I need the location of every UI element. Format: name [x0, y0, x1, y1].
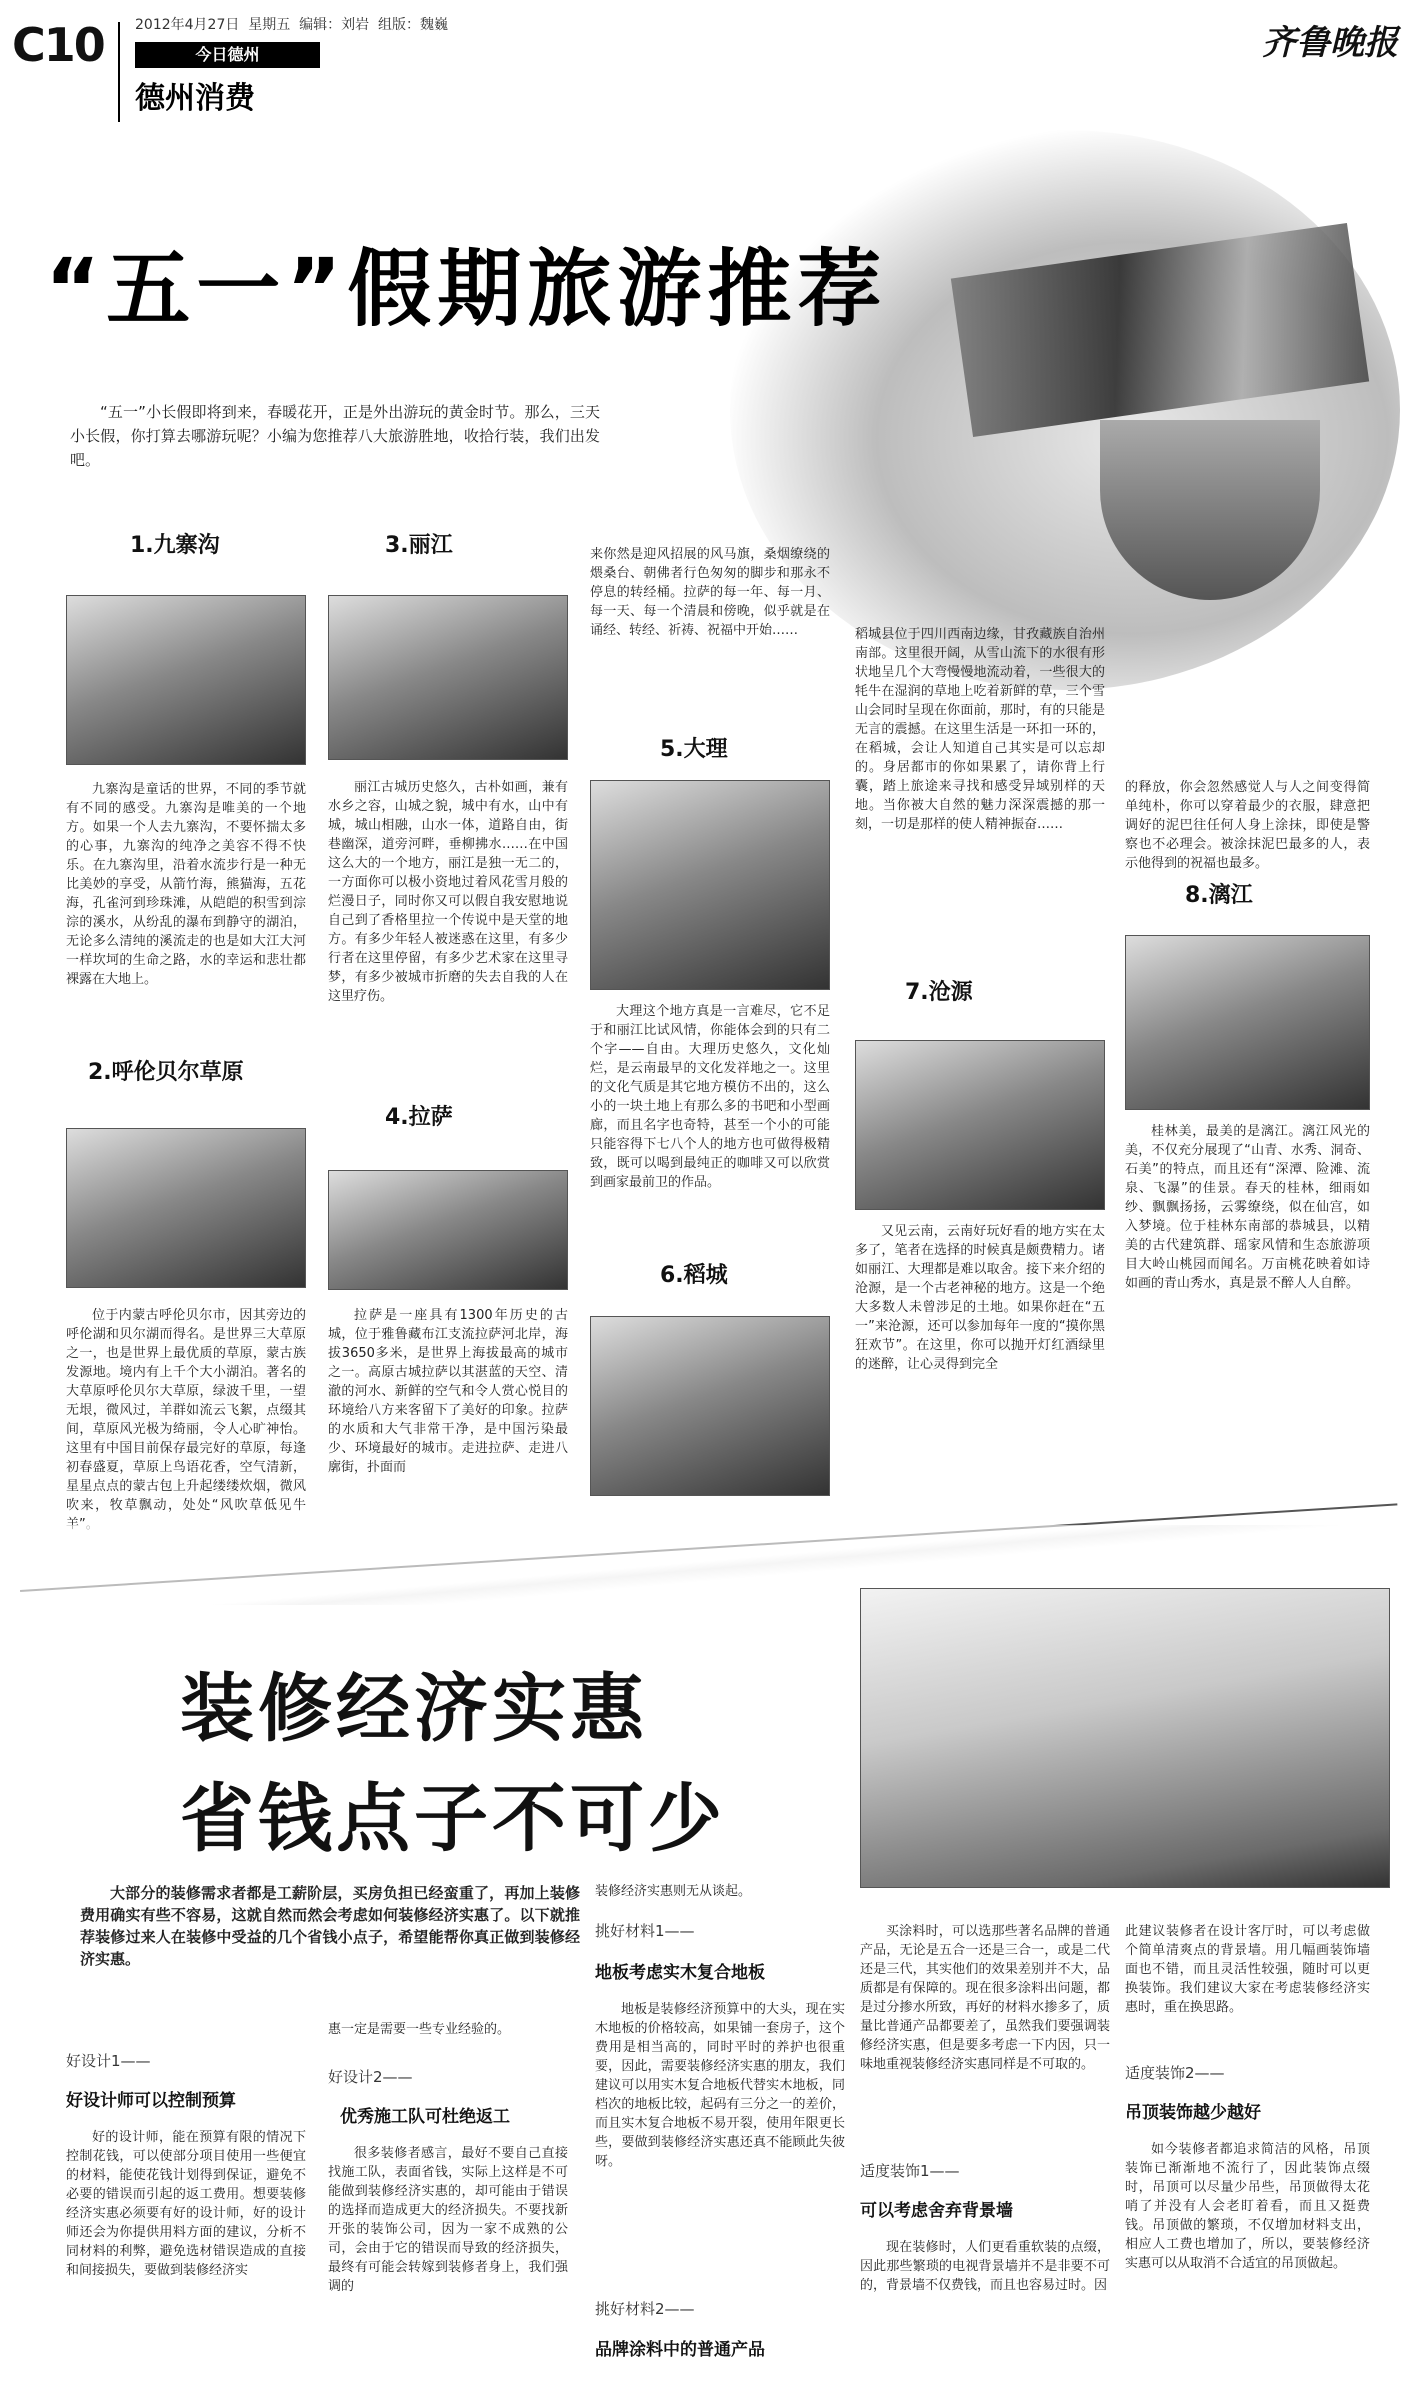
dest-3-text: 丽江古城历史悠久，古朴如画，兼有水乡之容，山城之貌，城中有水，山中有城，城山相融，山水一体，道路自由，街巷幽深，道旁河畔，垂柳拂水……在中国这么大的一个地方，丽江是独一无二的，一方面你可以极小资地过着风花雪月般的烂漫日子，同时你又可以假自我安慰地说自己到了香格里拉一个传说中是天堂的地方。有多少年轻人被迷惑在这里，有多少行者在这里停留，有多少艺术家在这里寻梦，有多少被城市折磨的失去自我的人在这里疗伤。 — [328, 780, 568, 1004]
dest-4-text: 拉萨是一座具有1300年历史的古城，位于雅鲁藏布江支流拉萨河北岸，海拔3650多米，是世界上海拔最高的城市之一。高原古城拉萨以其湛蓝的天空、清澈的河水、新鲜的空气和令人赏心悦目的环境给八方来客留下了美好的印象。拉萨的水质和大气非常干净，是中国污染最少、环境最好的城市。走进拉萨、走进八廓街，扑面而 — [328, 1308, 568, 1475]
travel-headline: “五一”假期旅游推荐 — [45, 240, 888, 338]
design-2-continued: 装修经济实惠则无从谈起。 — [595, 1884, 752, 1899]
section-tag: 今日德州 — [135, 42, 320, 68]
issue-meta: 2012年4月27日 星期五 编辑：刘岩 组版：魏巍 — [135, 17, 449, 33]
material-1-label: 挑好材料1—— — [595, 1922, 695, 1940]
living-room-photo — [860, 1588, 1390, 1888]
material-2-text: 买涂料时，可以选那些著名品牌的普通产品，无论是五合一还是三合一，或是二代还是三代，其实他们的效果差别并不大，品质都是有保障的。现在很多涂料出问题，都是过分掺水所致，再好的材料水掺多了，质量比普通产品都要差了，虽然我们要强调装修经济实惠，但是要多考虑一下内因，只一味地重视装修经济实惠同样是不可取的。 — [860, 1924, 1110, 2072]
reno-headline-1: 装修经济实惠 — [180, 1666, 648, 1752]
dest-1-text: 九寨沟是童话的世界，不同的季节就有不同的感受。九寨沟是唯美的一个地方。如果一个人去九寨沟，不要怀揣太多的心事，九寨沟的纯净之美容不得不快乐。在九寨沟里，沿着水流步行是一种无比美妙的享受，从箭竹海，熊猫海，五花海，孔雀河到珍珠滩，从皑皑的积雪到淙淙的溪水，从纷乱的瀑布到静守的湖泊，无论多么清纯的溪流走的也是如大江大河一样坎坷的生命之路，水的幸运和悲壮都裸露在大地上。 — [66, 782, 306, 987]
dest-1-photo — [66, 595, 306, 765]
decor-1-text: 现在装修时，人们更看重软装的点缀，因此那些繁琐的电视背景墙并不是非要不可的，背景墙不仅费钱，而且也容易过时。因 — [860, 2240, 1110, 2293]
dest-5-photo — [590, 780, 830, 990]
dest-5-title: 5.大理 — [660, 737, 728, 762]
material-2-label: 挑好材料2—— — [595, 2300, 695, 2318]
design-2-text: 很多装修者感言，最好不要自己直接找施工队，表面省钱，实际上这样是不可能做到装修经济实惠的，却可能由于错误的选择而造成更大的经济损失。不要找新开张的装饰公司，因为一家不成熟的公司，会由于它的错误而导致的经济损失，最终有可能会转嫁到装修者身上，我们强调的 — [328, 2146, 568, 2294]
dest-3-title: 3.丽江 — [385, 533, 453, 558]
vertical-rule — [118, 22, 120, 122]
brand-logo: 齐鲁晚报 — [1262, 23, 1398, 63]
section-name: 德州消费 — [135, 81, 255, 116]
material-1-text: 地板是装修经济预算中的大头，现在实木地板的价格较高，如果铺一套房子，这个费用是相当高的，同时平时的养护也很重要，因此，需要装修经济实惠的朋友，我们建议可以用实木复合地板代替实木地板，同档次的地板比较，起码有三分之一的差价，而且实木复合地板不易开裂，使用年限更长些，要做到装修经济实惠还真不能顾此失彼呀。 — [595, 2002, 845, 2169]
dest-6-photo — [590, 1316, 830, 1496]
material-2-title: 品牌涂料中的普通产品 — [595, 2340, 765, 2360]
decor-2-text: 如今装修者都追求简洁的风格，吊顶装饰已渐渐地不流行了，因此装饰点缀时，吊顶可以尽量少吊些，吊顶做得太花哨了并没有人会老盯着看，而且又挺费钱。吊顶做的繁琐，不仅增加材料支出，相应人工费也增加了，所以，要装修经济实惠可以从取消不合适宜的吊顶做起。 — [1125, 2142, 1370, 2271]
dest-7-photo — [855, 1040, 1105, 1210]
dest-5-text: 大理这个地方真是一言难尽，它不足于和丽江比试风情，你能体会到的只有二个字——自由。大理历史悠久，文化灿烂，是云南最早的文化发祥地之一。这里的文化气质是其它地方模仿不出的，这么小的一块土地上有那么多的书吧和小型画廊，而且名字也奇特，甚至一个小的可能只能容得下七八个人的地方也可做得极精致，既可以喝到最纯正的咖啡又可以欣赏到画家最前卫的作品。 — [590, 1004, 830, 1190]
decor-1-label: 适度装饰1—— — [860, 2162, 960, 2180]
dest-2-title: 2.呼伦贝尔草原 — [88, 1060, 244, 1085]
decor-2-label: 适度装饰2—— — [1125, 2064, 1225, 2082]
dest-4-photo — [328, 1170, 568, 1290]
dest-4-title: 4.拉萨 — [385, 1105, 453, 1130]
design-1-text: 好的设计师，能在预算有限的情况下控制花钱，可以使部分项目使用一些便宜的材料，能使花钱计划得到保证，避免不必要的错误而引起的返工费用。想要装修经济实惠必须要有好的设计师，好的设计师还会为你提供用料方面的建议，分析不同材料的利弊，避免选材错误造成的直接和间接损失，要做到装修经济实 — [66, 2130, 306, 2278]
reno-lead: 大部分的装修需求者都是工薪阶层，买房负担已经蛮重了，再加上装修费用确实有些不容易，这就自然而然会考虑如何装修经济实惠了。以下就推荐装修过来人在装修中受益的几个省钱小点子，希望能帮你真正做到装修经济实惠。 — [80, 1884, 580, 1968]
decor-1-title: 可以考虑舍弃背景墙 — [860, 2201, 1013, 2221]
dest-8-text: 桂林美，最美的是漓江。漓江风光的美，不仅充分展现了“山青、水秀、洞奇、石美”的特点，而且还有“深潭、险滩、流泉、飞瀑”的佳景。春天的桂林，细雨如纱、飘飘扬扬，云雾缭绕，似在仙宫，如入梦境。位于桂林东南部的恭城县，以精美的古代建筑群、瑶家风情和生态旅游项目大岭山桃园而闻名。万亩桃花映着如诗如画的青山秀水，真是景不醉人人自醉。 — [1125, 1124, 1370, 1291]
design-1-continued: 惠一定是需要一些专业经验的。 — [328, 2022, 511, 2037]
dest-7-text: 又见云南，云南好玩好看的地方实在太多了，笔者在选择的时候真是颇费精力。诸如丽江、大理都是难以取舍。接下来介绍的沧源，是一个古老神秘的地方。这是一个绝大多数人未曾涉足的土地。如果你赶在“五一”来沧源，还可以参加每年一度的“摸你黑狂欢节”。在这里，你可以抛开灯红酒绿里的迷醉，让心灵得到完全 — [855, 1224, 1105, 1372]
decor-1-continued: 此建议装修者在设计客厅时，可以考虑做个简单清爽点的背景墙。用几幅画装饰墙面也不错，而且灵活性较强，随时可以更换装饰。我们建议大家在考虑装修经济实惠时，重在换思路。 — [1125, 1924, 1370, 2015]
dest-1-title: 1.九寨沟 — [130, 533, 220, 558]
dest-2-text: 位于内蒙古呼伦贝尔市，因其旁边的呼伦湖和贝尔湖而得名。是世界三大草原之一，也是世界上最优质的草原，蒙古族发源地。境内有上千个大小湖泊。著名的大草原呼伦贝尔大草原，绿波千里，一望无垠，微风过，羊群如流云飞絮，点缀其间，草原风光极为绮丽，令人心旷神怡。这里有中国目前保存最完好的草原，每逢初春盛夏，草原上鸟语花香，空气清新，星星点点的蒙古包上升起缕缕炊烟，微风吹来，牧草飘动，处处“风吹草低见牛 — [66, 1308, 306, 1513]
dest-6-title: 6.稻城 — [660, 1263, 728, 1288]
dest-6-text: 稻城县位于四川西南边缘，甘孜藏族自治州南部。这里很开阔，从雪山流下的水很有形状地呈几个大弯慢慢地流动着，一些很大的牦牛在湿润的草地上吃着新鲜的草，三个雪山会同时呈现在你面前，那时，有的只能是无言的震撼。在这里生活是一环扣一环的，在稻城，会让人知道自己其实是可以忘却的。身居都市的你如果累了，请你背上行囊，踏上旅途来寻找和感受异域别样的天地。当你被大自然的魅力深深震撼的那一刻，一切是那样的使人精神振奋…… — [855, 627, 1105, 832]
dest-3-photo — [328, 595, 568, 760]
design-2-title: 优秀施工队可杜绝返工 — [340, 2107, 510, 2127]
page-number: C10 — [12, 18, 104, 72]
dest-8-photo — [1125, 935, 1370, 1110]
dest-4-continued: 来你然是迎风招展的风马旗，桑烟缭绕的煨桑台、朝佛者行色匆匆的脚步和那永不停息的转经桶。拉萨的每一年、每一月、每一天、每一个清晨和傍晚，似乎就是在诵经、转经、祈祷、祝福中开始…… — [590, 547, 830, 638]
dest-7-title: 7.沧源 — [905, 980, 973, 1005]
reno-headline-2: 省钱点子不可少 — [180, 1776, 726, 1862]
decor-2-title: 吊顶装饰越少越好 — [1125, 2103, 1261, 2123]
dest-7-continued: 的释放，你会忽然感觉人与人之间变得简单纯朴，你可以穿着最少的衣服，肆意把调好的泥巴往任何人身上涂抹，即使是警察也不必理会。被涂抹泥巴最多的人，表示他得到的祝福也最多。 — [1125, 780, 1370, 871]
material-1-title: 地板考虑实木复合地板 — [595, 1963, 765, 1983]
design-1-label: 好设计1—— — [66, 2052, 151, 2070]
design-2-label: 好设计2—— — [328, 2068, 413, 2086]
travel-intro: “五一”小长假即将到来，春暖花开，正是外出游玩的黄金时节。那么，三天小长假，你打算去哪游玩呢？小编为您推荐八大旅游胜地，收拾行装，我们出发吧。 — [70, 403, 600, 469]
dest-8-title: 8.漓江 — [1185, 883, 1253, 908]
dest-2-photo — [66, 1128, 306, 1288]
design-1-title: 好设计师可以控制预算 — [66, 2091, 236, 2111]
